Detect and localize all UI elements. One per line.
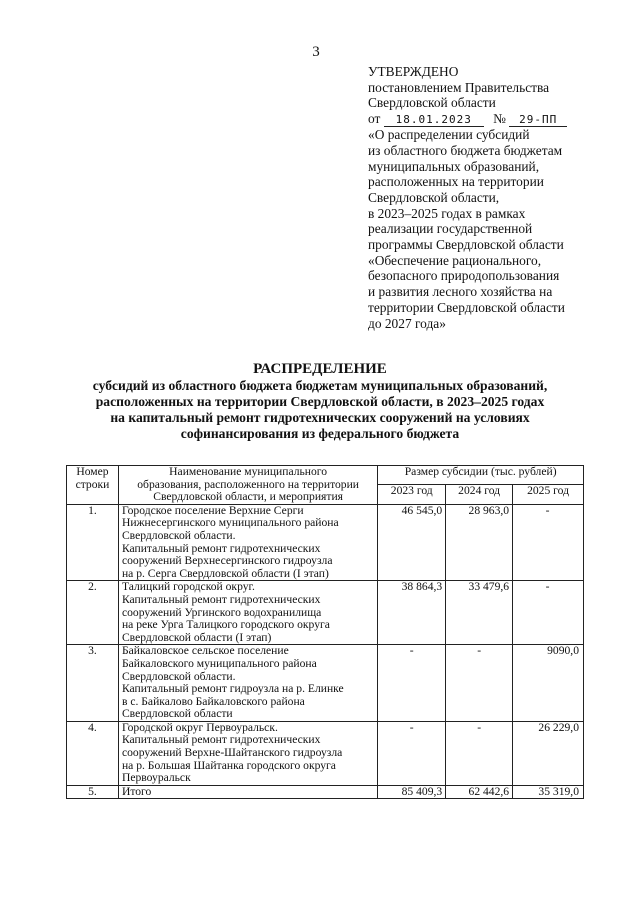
- approval-heading: УТВЕРЖДЕНО: [368, 64, 459, 79]
- table-row: [67, 504, 584, 581]
- approval-number: 29-ПП: [509, 113, 567, 127]
- subject-line: до 2027 года»: [368, 315, 446, 331]
- header-text: Номер: [76, 465, 109, 478]
- subject-line: «Обеспечение рационального,: [368, 252, 542, 268]
- subject-line: безопасного природопользования: [368, 268, 560, 284]
- table-row: [67, 645, 584, 722]
- document-title: [40, 360, 600, 442]
- row-name-line: Городской округ Первоуральск.: [121, 720, 278, 734]
- row-name-line: Байкаловского муниципального района: [121, 656, 317, 670]
- table-row: [67, 721, 584, 785]
- row-name-line: Капитальный ремонт гидротехнических: [121, 592, 321, 606]
- title-line: расположенных на территории Свердловской области, в 2023–2025 годах: [95, 394, 545, 409]
- row-name-line: Свердловской области.: [121, 528, 236, 542]
- row-name-line: Свердловской области (I этап): [121, 630, 272, 644]
- row-number: 1.: [67, 504, 119, 581]
- header-text: строки: [75, 477, 110, 491]
- approval-block: [368, 64, 608, 331]
- value-2024: -: [446, 645, 513, 722]
- row-name-line: в с. Байкалово Байкаловского района: [121, 694, 305, 708]
- subject-line: реализации государственной: [368, 221, 533, 237]
- row-name-line: на р. Серга Свердловской области (I этап): [121, 566, 329, 580]
- row-name: [118, 785, 377, 799]
- value-2023: -: [378, 645, 446, 722]
- header-name: [118, 466, 377, 505]
- date-prefix: от: [368, 111, 381, 127]
- row-number: 4.: [67, 721, 119, 785]
- approval-line-2: Свердловской области: [368, 95, 496, 111]
- value-2024: 33 479,6: [446, 581, 513, 645]
- value-2024: 28 963,0: [446, 504, 513, 581]
- value-2024: 62 442,6: [446, 785, 513, 799]
- row-name: [118, 581, 377, 645]
- subject-line: муниципальных образований,: [368, 158, 540, 174]
- row-number: 5.: [67, 785, 119, 799]
- row-name-line: сооружений Ургинского водохранилища: [121, 605, 322, 619]
- value-2023: 85 409,3: [378, 785, 446, 799]
- row-name-line: сооружений Верхне-Шайтанского гидроузла: [121, 746, 343, 760]
- value-2023: 46 545,0: [378, 504, 446, 581]
- header-text: Свердловской области, и мероприятия: [153, 490, 343, 504]
- header-text: образования, расположенного на территории: [137, 477, 359, 491]
- row-name-line: Капитальный ремонт гидроузла на р. Елинке: [121, 682, 344, 696]
- row-name-line: Итого: [121, 784, 152, 798]
- subject-line: расположенных на территории: [368, 174, 544, 190]
- row-name-line: на р. Большая Шайтанка городского округа: [121, 758, 336, 772]
- subject-line: территории Свердловской области: [368, 299, 565, 315]
- table-row: [67, 581, 584, 645]
- row-name-line: Капитальный ремонт гидротехнических: [121, 733, 321, 747]
- value-2025: 26 229,0: [513, 721, 584, 785]
- table-row-total: [67, 785, 584, 799]
- subsidy-table: [66, 465, 584, 799]
- number-prefix: №: [493, 111, 506, 127]
- value-2025: 9090,0: [513, 645, 584, 722]
- row-number: 3.: [67, 645, 119, 722]
- header-text: Наименование муниципального: [169, 465, 328, 478]
- row-name-line: Капитальный ремонт гидротехнических: [121, 541, 321, 555]
- row-name-line: Свердловской области: [121, 707, 233, 721]
- approval-date-line: [368, 111, 608, 127]
- title-line: субсидий из областного бюджета бюджетам муниципальных образований,: [92, 378, 548, 393]
- row-name-line: сооружений Верхнесергинского гидроузла: [121, 554, 333, 568]
- value-2023: -: [378, 721, 446, 785]
- title-main: РАСПРЕДЕЛЕНИЕ: [253, 361, 387, 377]
- row-name-line: Нижнесергинского муниципального района: [121, 516, 339, 530]
- row-name-line: Свердловской области.: [121, 669, 236, 683]
- header-row-number: [67, 466, 119, 505]
- approval-date: 18.01.2023: [384, 113, 484, 127]
- subject-line: из областного бюджета бюджетам: [368, 142, 563, 158]
- row-name: [118, 504, 377, 581]
- value-2023: 38 864,3: [378, 581, 446, 645]
- header-year-2024: 2024 год: [446, 485, 513, 504]
- header-year-2025: 2025 год: [513, 485, 584, 504]
- row-number: 2.: [67, 581, 119, 645]
- value-2025: -: [513, 504, 584, 581]
- subject-line: «О распределении субсидий: [368, 127, 530, 143]
- row-name: [118, 721, 377, 785]
- row-name-line: Городское поселение Верхние Серги: [121, 503, 304, 517]
- row-name-line: Байкаловское сельское поселение: [121, 644, 289, 658]
- subject-line: программы Свердловской области: [368, 237, 564, 253]
- page-number: 3: [312, 44, 320, 60]
- subject-line: и развития лесного хозяйства на: [368, 284, 553, 300]
- header-amount: Размер субсидии (тыс. рублей): [378, 466, 584, 485]
- title-line: софинансирования из федерального бюджета: [180, 426, 460, 441]
- row-name-line: Талицкий городской округ.: [121, 580, 255, 594]
- title-line: на капитальный ремонт гидротехнических сооружений на условиях: [110, 410, 530, 425]
- value-2025: 35 319,0: [513, 785, 584, 799]
- value-2025: -: [513, 581, 584, 645]
- row-name: [118, 645, 377, 722]
- value-2024: -: [446, 721, 513, 785]
- header-year-2023: 2023 год: [378, 485, 446, 504]
- approval-line-1: постановлением Правительства: [368, 79, 550, 95]
- row-name-line: на реке Урга Талицкого городского округа: [121, 618, 330, 632]
- subject-line: Свердловской области,: [368, 189, 500, 205]
- row-name-line: Первоуральск: [121, 771, 191, 785]
- subject-line: в 2023–2025 годах в рамках: [368, 205, 526, 221]
